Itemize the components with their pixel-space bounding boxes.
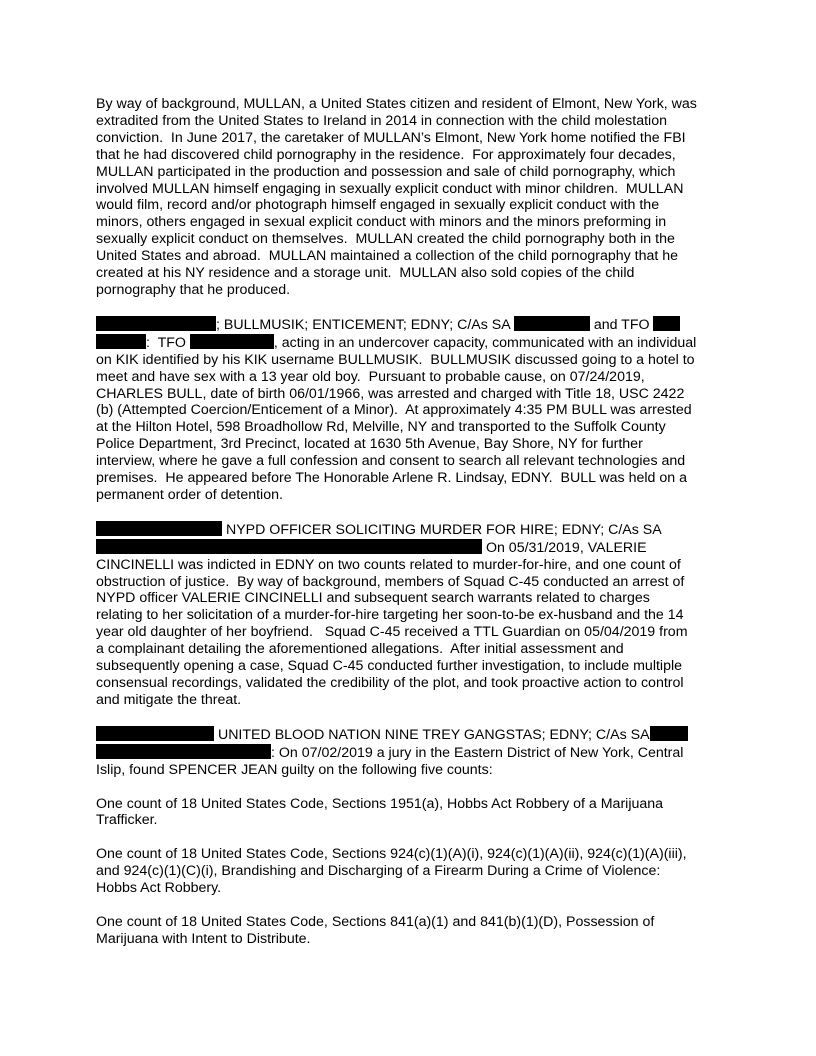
jean-line1: UNITED BLOOD NATION NINE TREY GANGSTAS; EDNY; C/As SA xyxy=(214,726,650,743)
paragraph-spencer-jean xyxy=(96,726,720,779)
text-line: (b) (Attempted Coercion/Enticement of a Minor). At approximately 4:35 PM BULL was arrested xyxy=(96,402,692,419)
text-line: Islip, found SPENCER JEAN guilty on the following five counts: xyxy=(96,761,493,778)
redaction-box xyxy=(650,726,688,741)
text-line: and 924(c)(1)(C)(i), Brandishing and Discharging of a Firearm During a Crime of Violence: xyxy=(96,863,661,880)
cincinelli-line2: On 05/31/2019, VALERIE xyxy=(482,539,647,556)
text-line: at the Hilton Hotel, 598 Broadhollow Rd, Melville, NY and transported to the Suffolk County xyxy=(96,419,666,436)
count-firearm xyxy=(96,846,720,897)
text-line: Police Department, 3rd Precinct, located at 1630 5th Avenue, Bay Shore, NY for further xyxy=(96,436,643,453)
text-line: minors, others engaged in sexual explicit conduct with minors and the minors preforming in xyxy=(96,214,667,231)
redaction-box xyxy=(190,334,274,349)
paragraph-mullan-background xyxy=(96,96,720,299)
text-line xyxy=(96,334,720,352)
redaction-box xyxy=(96,316,216,331)
redaction-box xyxy=(96,539,482,554)
text-line: pornography that he produced. xyxy=(96,281,291,298)
count-marijuana xyxy=(96,914,720,948)
redaction-box xyxy=(96,334,146,349)
text-line: obstruction of justice. By way of background, members of Squad C-45 conducted an arrest of xyxy=(96,573,685,590)
redaction-box xyxy=(96,726,214,741)
text-line: CHARLES BULL, date of birth 06/01/1966, was arrested and charged with Title 18, USC 2422 xyxy=(96,385,685,402)
jean-line2: : On 07/02/2019 a jury in the Eastern District of New York, Central xyxy=(271,744,684,761)
text-line: involved MULLAN himself engaging in sexually explicit conduct with minor children. MULLAN xyxy=(96,180,684,197)
paragraph-bullmusik xyxy=(96,316,720,504)
text-line: year old daughter of her boyfriend. Squad C-45 received a TTL Guardian on 05/04/2019 from xyxy=(96,624,688,641)
redaction-box xyxy=(514,316,590,331)
text-line: that he had discovered child pornography in the residence. For approximately four decades, xyxy=(96,146,676,163)
redaction-box xyxy=(96,744,271,759)
text-line: meet and have sex with a 13 year old boy. Pursuant to probable cause, on 07/24/2019, xyxy=(96,368,645,385)
text-line: MULLAN participated in the production and possession and sale of child pornography, which xyxy=(96,163,676,180)
text-line: NYPD officer VALERIE CINCINELLI and subsequent search warrants related to charges xyxy=(96,590,650,607)
paragraph-cincinelli xyxy=(96,521,720,709)
text-line: One count of 18 United States Code, Sections 841(a)(1) and 841(b)(1)(D), Possession of xyxy=(96,914,655,931)
text-line xyxy=(96,744,720,762)
text-line: One count of 18 United States Code, Sections 1951(a), Hobbs Act Robbery of a Marijuana xyxy=(96,795,664,812)
text-line: and mitigate the threat. xyxy=(96,691,242,708)
text-line: extradited from the United States to Ireland in 2014 in connection with the child molestation xyxy=(96,112,667,129)
text-line: Marijuana with Intent to Distribute. xyxy=(96,930,311,947)
cincinelli-line1: NYPD OFFICER SOLICITING MURDER FOR HIRE; EDNY; C/As SA xyxy=(222,521,662,538)
text-line xyxy=(96,726,720,744)
text-line: sexually explicit conduct on themselves. MULLAN created the child pornography both in the xyxy=(96,231,675,248)
text-line: would film, record and/or photograph himself engaged in sexually explicit conduct with the xyxy=(96,197,660,214)
bull-line2-a: : TFO xyxy=(146,334,190,351)
bull-line2-b: , acting in an undercover capacity, communicated with an individual xyxy=(273,334,697,351)
text-line: United States and abroad. MULLAN maintained a collection of the child pornography that he xyxy=(96,248,679,265)
text-line: One count of 18 United States Code, Sections 924(c)(1)(A)(i), 924(c)(1)(A)(ii), 924(c)(1)(A)(iii), xyxy=(96,846,687,863)
redaction-box xyxy=(653,316,680,331)
text-line: interview, where he gave a full confession and consent to search all relevant technologies and xyxy=(96,453,686,470)
text-line: Trafficker. xyxy=(96,812,158,829)
text-line: a complainant detailing the aforementioned allegations. After initial assessment and xyxy=(96,641,624,658)
redaction-box xyxy=(96,521,222,536)
text-line: permanent order of detention. xyxy=(96,486,283,503)
text-line: conviction. In June 2017, the caretaker of MULLAN’s Elmont, New York home notified the FBI xyxy=(96,129,686,146)
text-line: premises. He appeared before The Honorable Arlene R. Lindsay, EDNY. BULL was held on a xyxy=(96,470,687,487)
text-line: relating to her solicitation of a murder-for-hire targeting her soon-to-be ex-husband and the 14 xyxy=(96,607,684,624)
count-hobbs-act xyxy=(96,796,720,830)
document-page xyxy=(96,96,720,965)
text-line: created at his NY residence and a storage unit. MULLAN also sold copies of the child xyxy=(96,265,635,282)
text-line: subsequently opening a case, Squad C-45 conducted further investigation, to include multiple xyxy=(96,658,683,675)
bull-line1-b: and TFO xyxy=(589,316,654,333)
text-line: on KIK identified by his KIK username BULLMUSIK. BULLMUSIK discussed going to a hotel to xyxy=(96,351,695,368)
text-line: By way of background, MULLAN, a United States citizen and resident of Elmont, New York, was xyxy=(96,96,697,112)
text-line xyxy=(96,539,720,557)
text-line: CINCINELLI was indicted in EDNY on two counts related to murder-for-hire, and one count of xyxy=(96,556,681,573)
text-line xyxy=(96,316,720,334)
text-line: Hobbs Act Robbery. xyxy=(96,880,222,897)
text-line xyxy=(96,521,720,539)
bull-line1-a: ; BULLMUSIK; ENTICEMENT; EDNY; C/As SA xyxy=(216,316,514,333)
text-line: consensual recordings, validated the credibility of the plot, and took proactive action to control xyxy=(96,675,684,691)
